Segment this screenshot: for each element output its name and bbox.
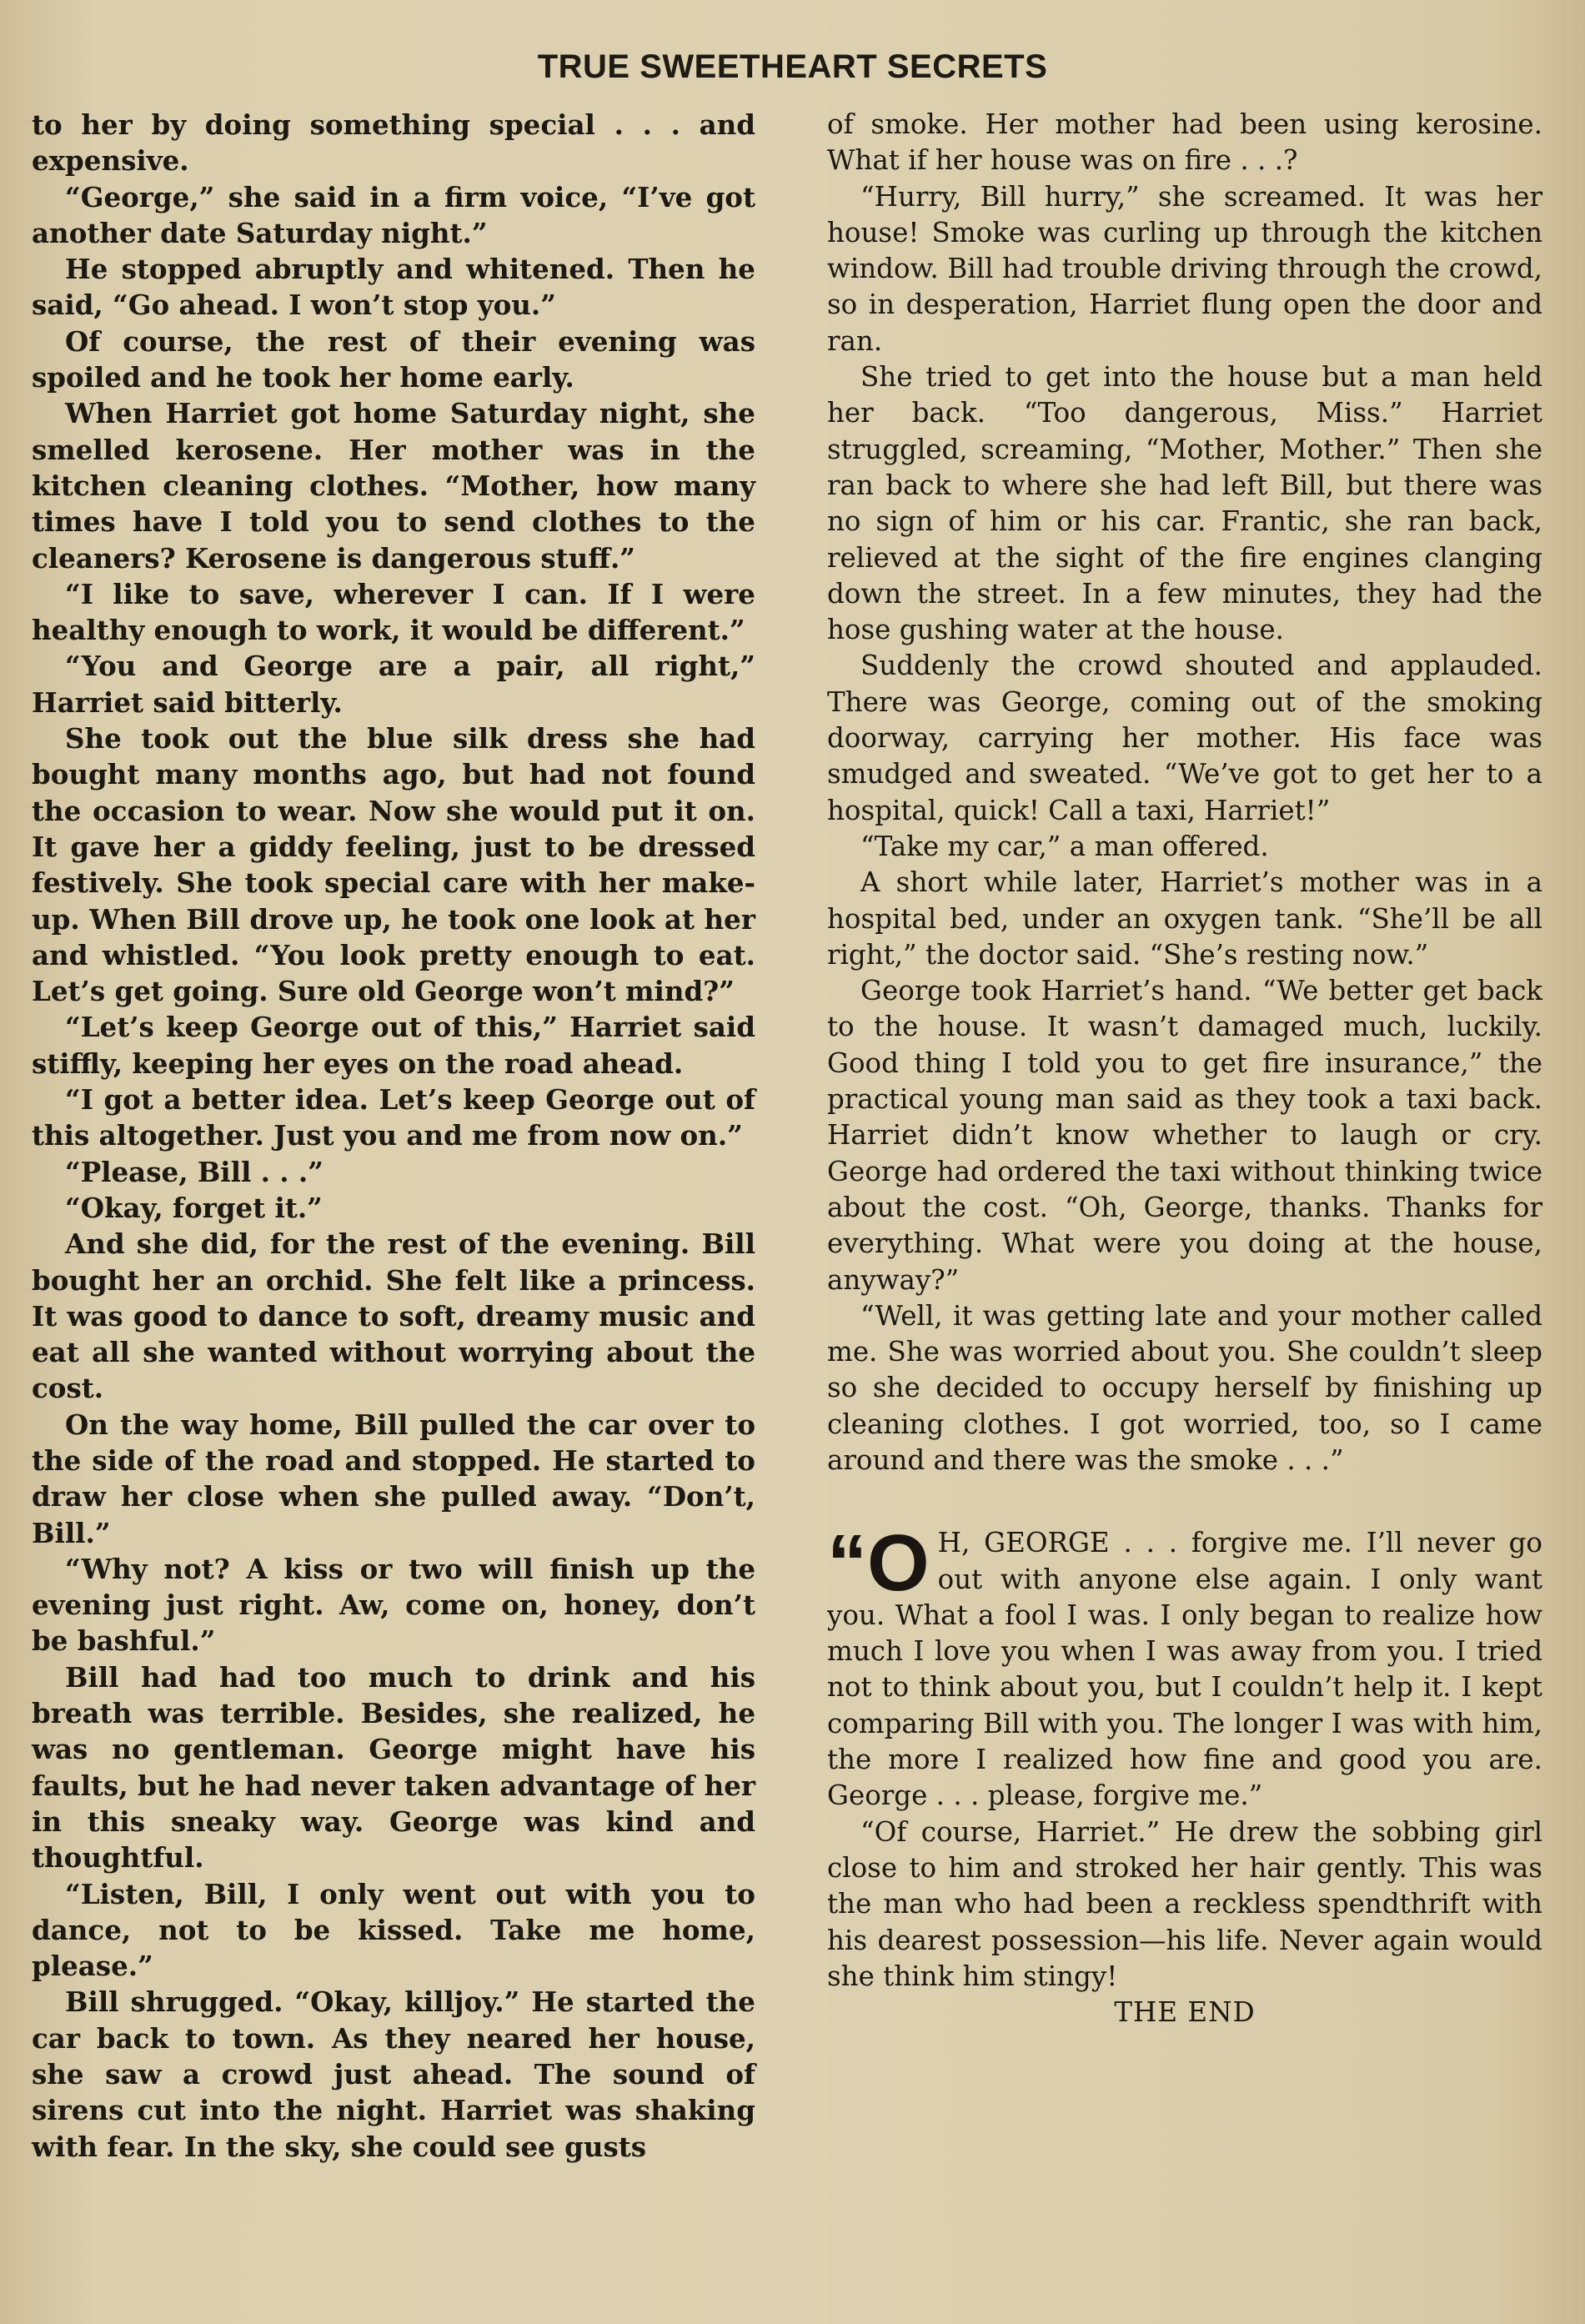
running-head: TRUE SWEETHEART SECRETS xyxy=(537,48,1048,85)
paragraph: George took Harriet’s hand. “We better get back to the house. It wasn’t damaged much, luckily. Good thing I told you to get fire insurance,” the practical young man said as they took a taxi back. Harriet didn’t know whether to laugh or cry. George had ordered the taxi without thinking twice about the cost. “Oh, George, thanks. Thanks for everything. What were you doing at the house, anyway?” xyxy=(827,975,1542,1296)
paragraph: “Hurry, Bill hurry,” she screamed. It was her house! Smoke was curling up through the kitchen window. Bill had trouble driving through the crowd, so in desperation, Harriet flung open the door and ran. xyxy=(827,180,1542,357)
paragraph: “Okay, forget it.” xyxy=(65,1191,323,1224)
paragraph: “Of course, Harriet.” He drew the sobbing girl close to him and stroked her hair gently. This was the man who had been a reckless spendthrift with his dearest possession—his life. Never again would she think him stingy! xyxy=(827,1815,1542,1992)
paragraph: “I got a better idea. Let’s keep George out of this altogether. Just you and me from now on.” xyxy=(32,1083,755,1152)
paragraph: of smoke. Her mother had been using kerosine. What if her house was on fire . . .? xyxy=(827,108,1542,177)
closing-paragraph xyxy=(827,1518,1542,1814)
paragraph: “Listen, Bill, I only went out with you to dance, not to be kissed. Take me home, please.” xyxy=(32,1877,755,1983)
left-column xyxy=(32,107,755,2165)
paragraph: “Take my car,” a man offered. xyxy=(860,830,1269,862)
closing-paragraph-text: H, GEORGE . . . forgive me. I’ll never go out with anyone else again. I only want you. What a fool I was. I only began to realize how much I love you when I was away from you. I tried not to think about you, but I couldn’t help it. I kept comparing Bill with you. The longer I was with him, the more I realized how fine and good you are. George . . . please, forgive me.” xyxy=(827,1527,1542,1812)
paragraph: A short while later, Harriet’s mother was in a hospital bed, under an oxygen tank. “She’ll be all right,” the doctor said. “She’s resting now.” xyxy=(827,866,1542,971)
paragraph: “Let’s keep George out of this,” Harriet said stiffly, keeping her eyes on the road ahead. xyxy=(32,1011,755,1080)
paragraph: He stopped abruptly and whitened. Then he said, “Go ahead. I won’t stop you.” xyxy=(32,253,755,322)
paragraph: She tried to get into the house but a man held her back. “Too dangerous, Miss.” Harriet struggled, screaming, “Mother, Mother.” Then she ran back to where she had left Bill, but there was no sign of him or his car. Frantic, she ran back, relieved at the sight of the fire engines clanging down the street. In a few minutes, they had the hose gushing water at the house. xyxy=(827,361,1542,646)
paragraph: “Well, it was getting late and your mother called me. She was worried about you. She couldn’t sleep so she decided to occupy herself by finishing up cleaning clothes. I got worried, too, so I came around and there was the smoke . . .” xyxy=(827,1299,1542,1476)
the-end-label: THE END xyxy=(1114,1996,1256,2029)
paragraph: “Why not? A kiss or two will finish up the evening just right. Aw, come on, honey, don’t be bashful.” xyxy=(32,1552,755,1658)
paragraph: Bill had had too much to drink and his breath was terrible. Besides, she realized, he was no gentleman. George might have his faults, but he had never taken advantage of her in this sneaky way. George was kind and thoughtful. xyxy=(32,1660,755,1875)
paragraph: When Harriet got home Saturday night, she smelled kerosene. Her mother was in the kitchen cleaning clothes. “Mother, how many times have I told you to send clothes to the cleaners? Kerosene is dangerous stuff.” xyxy=(32,397,755,575)
paragraph: Bill shrugged. “Okay, killjoy.” He started the car back to town. As they neared her house, she saw a crowd just ahead. The sound of sirens cut into the night. Harriet was shaking with fear. In the sky, she could see gusts xyxy=(32,1985,755,2163)
paragraph: And she did, for the rest of the evening. Bill bought her an orchid. She felt like a princess. It was good to dance to soft, dreamy music and eat all she wanted without worrying about the cost. xyxy=(32,1227,755,1405)
paragraph: On the way home, Bill pulled the car over to the side of the road and stopped. He started to draw her close when she pulled away. “Don’t, Bill.” xyxy=(32,1408,755,1549)
paragraph: “George,” she said in a firm voice, “I’ve got another date Saturday night.” xyxy=(32,180,755,249)
paragraph: “You and George are a pair, all right,” Harriet said bitterly. xyxy=(32,650,755,719)
paragraph: to her by doing something special . . . and expensive. xyxy=(32,108,755,178)
drop-cap: “O xyxy=(827,1518,930,1609)
paragraph: Suddenly the crowd shouted and applauded. There was George, coming out of the smoking doorway, carrying her mother. His face was smudged and sweated. “We’ve got to get her to a hospital, quick! Call a taxi, Harriet!” xyxy=(827,650,1542,826)
section-gap xyxy=(827,1478,1542,1525)
paragraph: “Please, Bill . . .” xyxy=(65,1155,324,1188)
right-column xyxy=(827,107,1542,2030)
paragraph: She took out the blue silk dress she had bought many months ago, but had not found the occasion to wear. Now she would put it on. It gave her a giddy feeling, just to be dressed festively. She took special care with her make-up. When Bill drove up, he took one look at her and whistled. “You look pretty enough to eat. Let’s get going. Sure old George won’t mind?” xyxy=(32,722,755,1008)
paragraph: Of course, the rest of their evening was spoiled and he took her home early. xyxy=(32,324,755,394)
paragraph: “I like to save, wherever I can. If I were healthy enough to work, it would be different.” xyxy=(32,577,755,647)
